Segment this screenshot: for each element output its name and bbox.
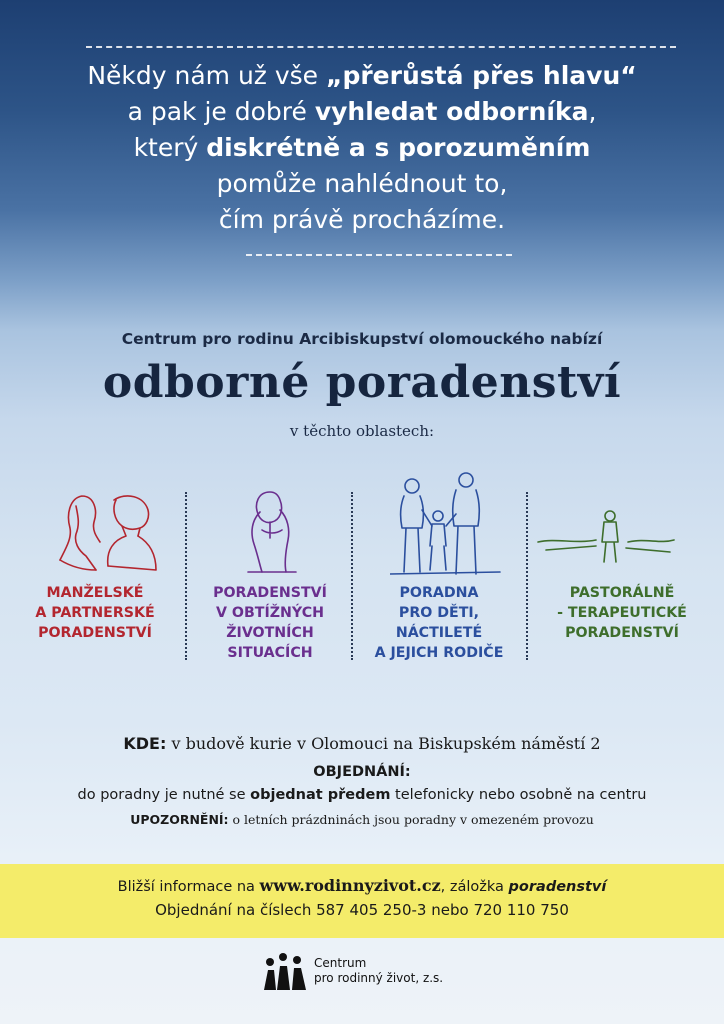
intro-line-3: který diskrétně a s porozuměním: [133, 133, 591, 162]
logo-line-1: Centrum: [314, 956, 367, 970]
website-link[interactable]: www.rodinnyzivot.cz: [259, 876, 441, 895]
notice-label: UPOZORNĚNÍ:: [130, 812, 229, 827]
category-separator-1: [185, 492, 187, 660]
intro-emphasis-2: vyhledat odborníka: [314, 97, 589, 126]
family-icon: [390, 470, 502, 578]
subtitle: v těchto oblastech:: [289, 422, 435, 440]
location-line: KDE: v budově kurie v Olomouci na Biskupském náměstí 2: [123, 734, 601, 753]
couple-icon: [52, 486, 162, 576]
bottom-dashed-line: [246, 254, 512, 256]
intro-emphasis-3: diskrétně a s porozuměním: [206, 133, 591, 162]
intro-text: [0, 58, 724, 238]
category-children: PORADNA PRO DĚTI, NÁCTILETÉ A JEJICH RODIČE: [374, 585, 504, 661]
walking-man-icon: [536, 508, 676, 568]
notice-line: UPOZORNĚNÍ: o letních prázdninách jsou poradny v omezeném provozu: [130, 812, 594, 827]
category-pastoral: PASTORÁLNĚ - TERAPEUTICKÉ PORADENSTVÍ: [557, 585, 687, 641]
intro-line-1: Někdy nám už vše „přerůstá přes hlavu“: [87, 61, 637, 90]
logo-line-2: pro rodinný život, z.s.: [314, 971, 444, 985]
location-label: KDE:: [123, 734, 167, 753]
more-info-line: Bližší informace na www.rodinnyzivot.cz, záložka poradenství: [117, 876, 607, 895]
intro-line-5: čím právě procházíme.: [218, 205, 506, 234]
logo-text: [314, 956, 443, 986]
order-label: OBJEDNÁNÍ:: [313, 764, 411, 780]
phone-line: Objednání na číslech 587 405 250-3 nebo 720 110 750: [155, 901, 569, 919]
tab-name: poradenství: [508, 879, 607, 895]
sad-person-icon: [240, 486, 304, 576]
intro-line-2: a pak je dobré vyhledat odborníka,: [127, 97, 597, 126]
page-title: odborné poradenství: [102, 357, 622, 408]
organization-line: Centrum pro rodinu Arcibiskupství olomouckého nabízí: [121, 330, 603, 348]
intro-line-4: pomůže nahlédnout to,: [216, 169, 508, 198]
category-difficult-situations: PORADENSTVÍ V OBTÍŽNÝCH ŽIVOTNÍCH SITUACÍCH: [213, 585, 327, 661]
category-separator-2: [351, 492, 353, 660]
category-separator-3: [526, 492, 528, 660]
top-dashed-line: [86, 46, 676, 48]
order-line: do poradny je nutné se objednat předem telefonicky nebo osobně na centru: [77, 787, 647, 803]
centrum-logo-icon: [262, 950, 308, 992]
category-marriage: MANŽELSKÉ A PARTNERSKÉ PORADENSTVÍ: [35, 585, 155, 641]
intro-emphasis-1: „přerůstá přes hlavu“: [326, 61, 637, 90]
